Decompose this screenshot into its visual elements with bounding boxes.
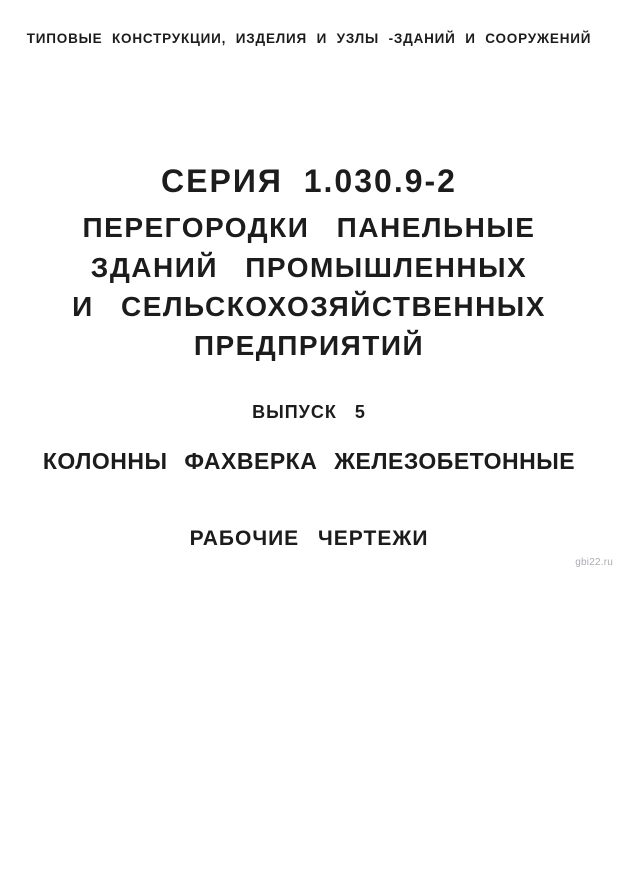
title-line: ПЕРЕГОРОДКИ ПАНЕЛЬНЫЕ xyxy=(82,212,536,243)
issue-number: ВЫПУСК 5 xyxy=(252,402,366,422)
title-line: И СЕЛЬСКОХОЗЯЙСТВЕННЫХ xyxy=(72,291,546,322)
title-line: ЗДАНИЙ ПРОМЫШЛЕННЫХ xyxy=(90,252,528,283)
document-type: РАБОЧИЕ ЧЕРТЕЖИ xyxy=(189,527,429,550)
document-subtitle: КОЛОННЫ ФАХВЕРКА ЖЕЛЕЗОБЕТОННЫЕ xyxy=(42,448,576,474)
title-line: ПРЕДПРИЯТИЙ xyxy=(193,330,425,361)
document-header: ТИПОВЫЕ КОНСТРУКЦИИ, ИЗДЕЛИЯ И УЗЛЫ -ЗДАНИЙ И СООРУЖЕНИЙ xyxy=(26,31,592,46)
series-title: СЕРИЯ 1.030.9-2 xyxy=(161,163,457,199)
watermark: gbi22.ru xyxy=(575,557,613,568)
